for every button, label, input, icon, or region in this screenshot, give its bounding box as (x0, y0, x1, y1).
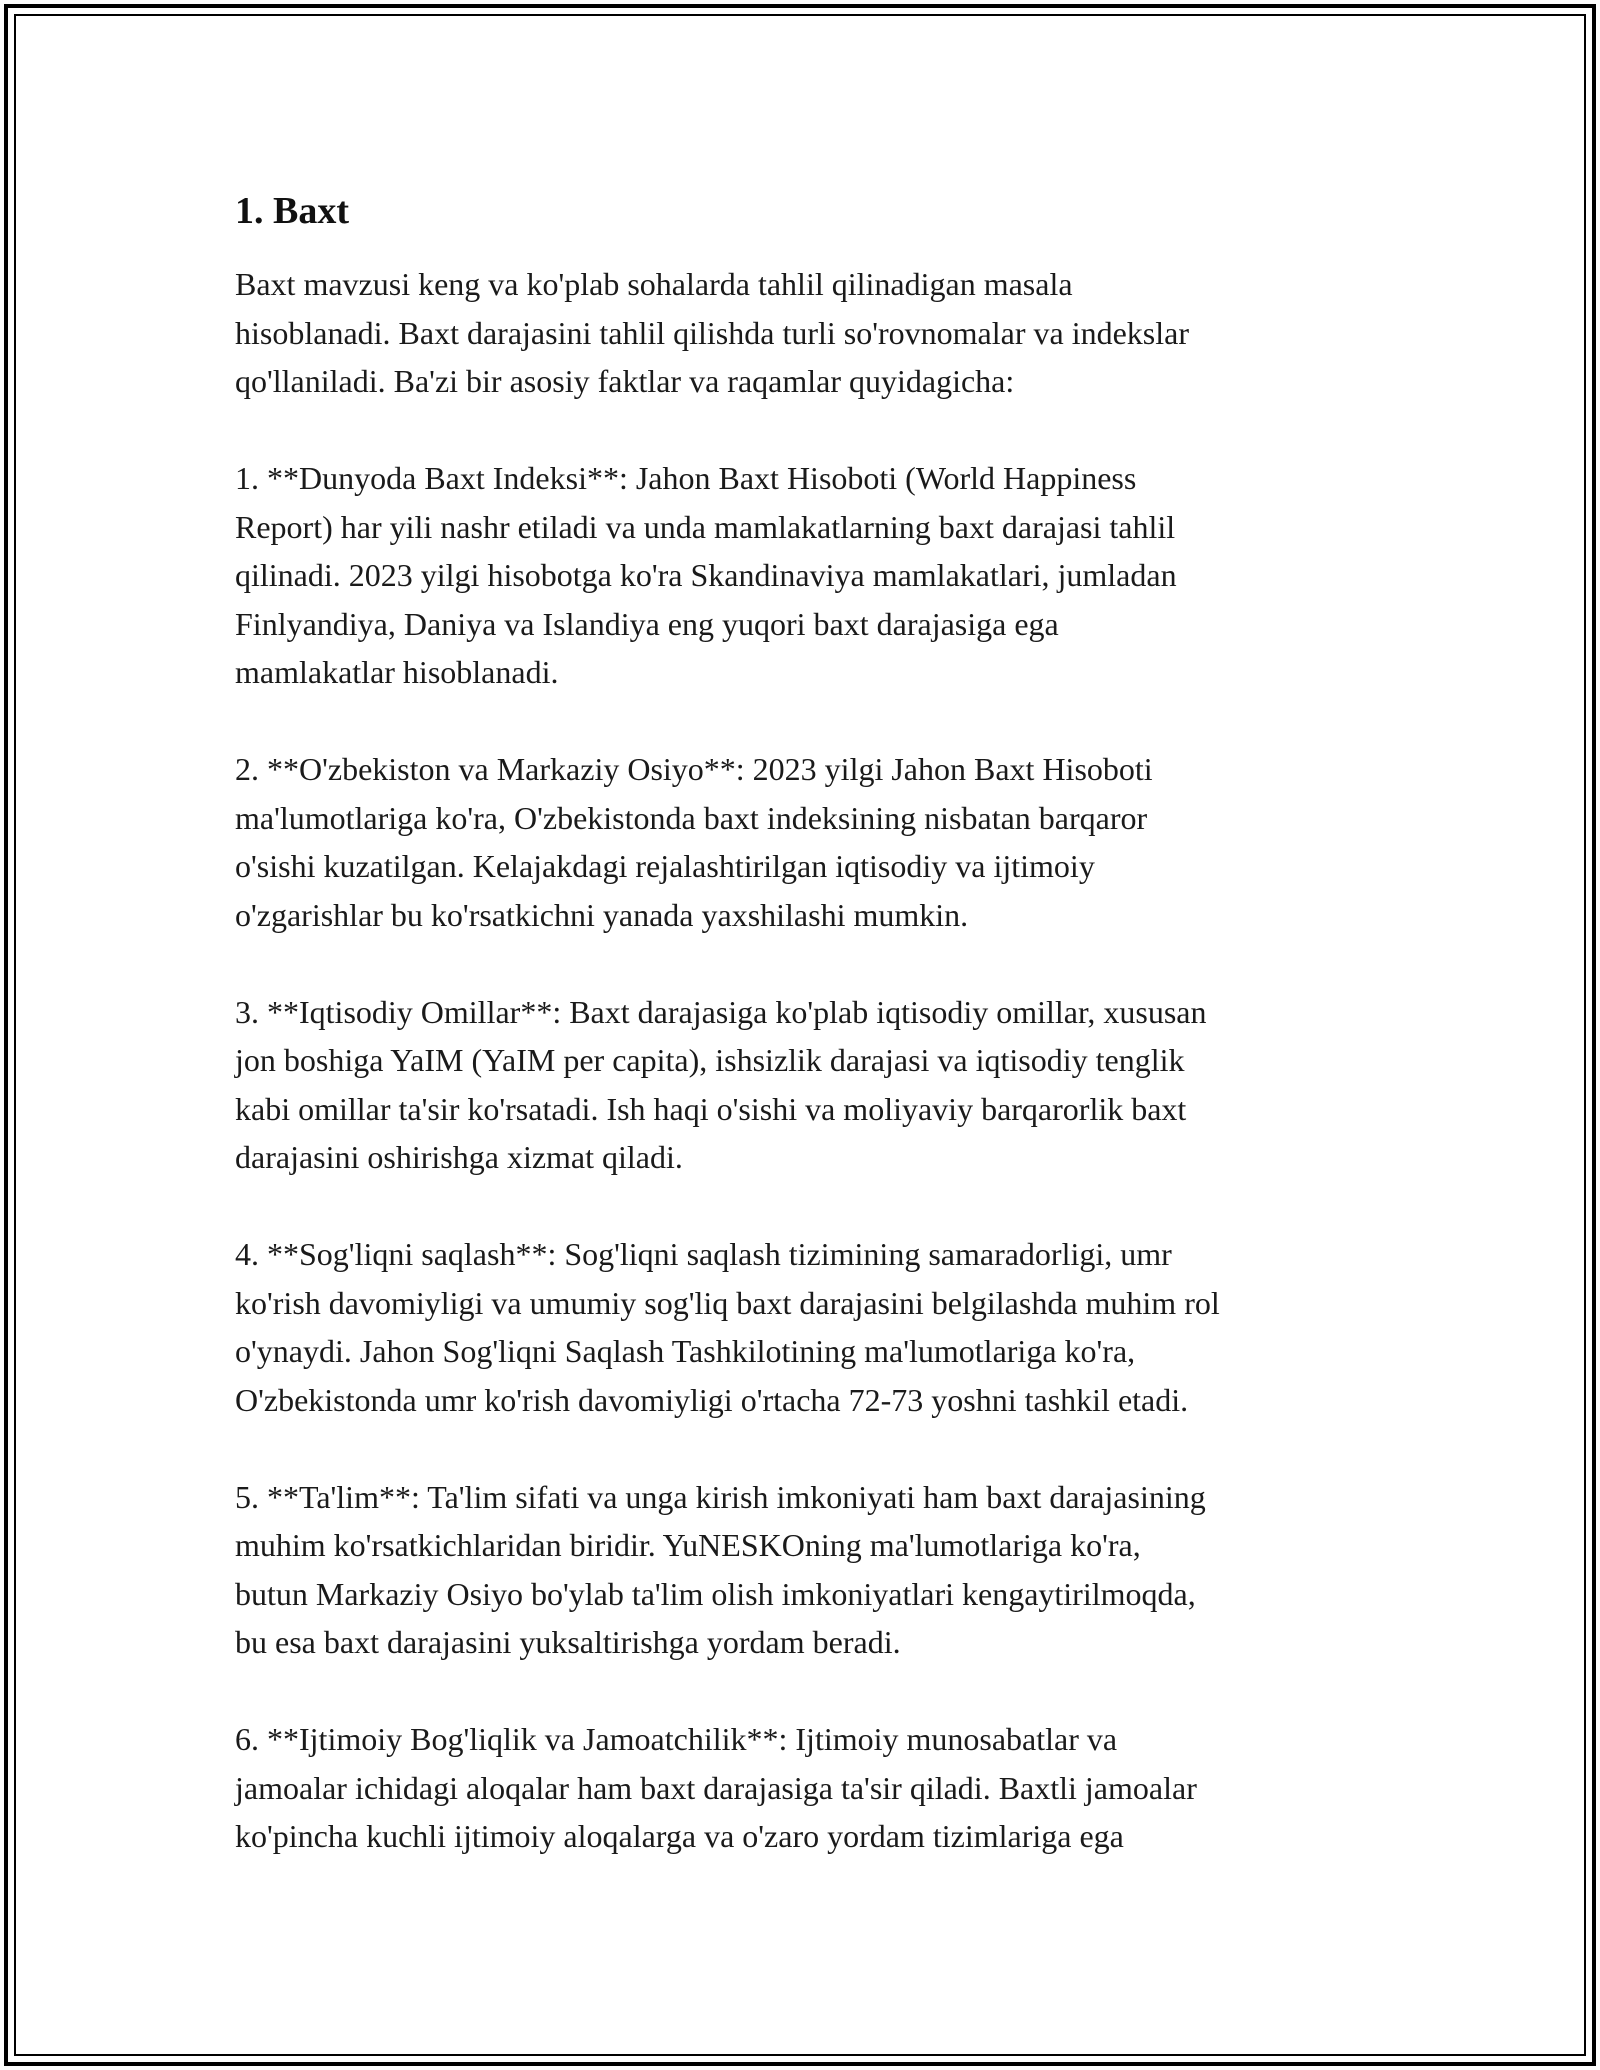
intro-paragraph: Baxt mavzusi keng va ko'plab sohalarda tahlil qilinadigan masala hisoblanadi. Baxt darajasini tahlil qilishda turli so'rovnomalar va indekslar qo'llaniladi. Ba'zi bir asosiy faktlar va raqamlar quyidagicha: (235, 266, 1189, 399)
list-item-world-happiness-index: 1. **Dunyoda Baxt Indeksi**: Jahon Baxt Hisoboti (World Happiness Report) har yili nashr etiladi va unda mamlakatlarning baxt darajasi tahlil qilinadi. 2023 yilgi hisobotga ko'ra Skandinaviya mamlakatlari, jumladan Finlyandiya, Daniya va Islandiya eng yuqori baxt darajasiga ega mamlakatlar hisoblanadi. (235, 460, 1177, 690)
list-item-social-connection: 6. **Ijtimoiy Bog'liqlik va Jamoatchilik**: Ijtimoiy munosabatlar va jamoalar ichidagi aloqalar ham baxt darajasiga ta'sir qiladi. Baxtli jamoalar ko'pincha kuchli ijtimoiy aloqalarga va o'zaro yordam tizimlariga ega (235, 1721, 1197, 1854)
section-title: 1. Baxt (235, 190, 349, 232)
list-item-education: 5. **Ta'lim**: Ta'lim sifati va unga kirish imkoniyati ham baxt darajasining muhim ko'rsatkichlaridan biridir. YuNESKOning ma'lumotlariga ko'ra, butun Markaziy Osiyo bo'ylab ta'lim olish imkoniyatlari kengaytirilmoqda, bu esa baxt darajasini yuksaltirishga yordam beradi. (235, 1478, 1206, 1660)
list-item-uzbekistan-central-asia: 2. **O'zbekiston va Markaziy Osiyo**: 2023 yilgi Jahon Baxt Hisoboti ma'lumotlariga ko'ra, O'zbekistonda baxt indeksining nisbatan barqaror o'sishi kuzatilgan. Kelajakdagi rejalashtirilgan iqtisodiy va ijtimoiy o'zgarishlar bu ko'rsatkichni yanada yaxshilashi mumkin. (235, 751, 1153, 933)
list-item-economic-factors: 3. **Iqtisodiy Omillar**: Baxt darajasiga ko'plab iqtisodiy omillar, xususan jon boshiga YaIM (YaIM per capita), ishsizlik darajasi va iqtisodiy tenglik kabi omillar ta'sir ko'rsatadi. Ish haqi o'sishi va moliyaviy barqarorlik baxt darajasini oshirishga xizmat qiladi. (235, 993, 1207, 1175)
list-item-healthcare: 4. **Sog'liqni saqlash**: Sog'liqni saqlash tizimining samaradorligi, umr ko'rish davomiyligi va umumiy sog'liq baxt darajasini belgilashda muhim rol o'ynaydi. Jahon Sog'liqni Saqlash Tashkilotining ma'lumotlariga ko'ra, O'zbekistonda umr ko'rish davomiyligi o'rtacha 72-73 yoshni tashkil etadi. (235, 1236, 1220, 1418)
document-body (235, 186, 1385, 1909)
